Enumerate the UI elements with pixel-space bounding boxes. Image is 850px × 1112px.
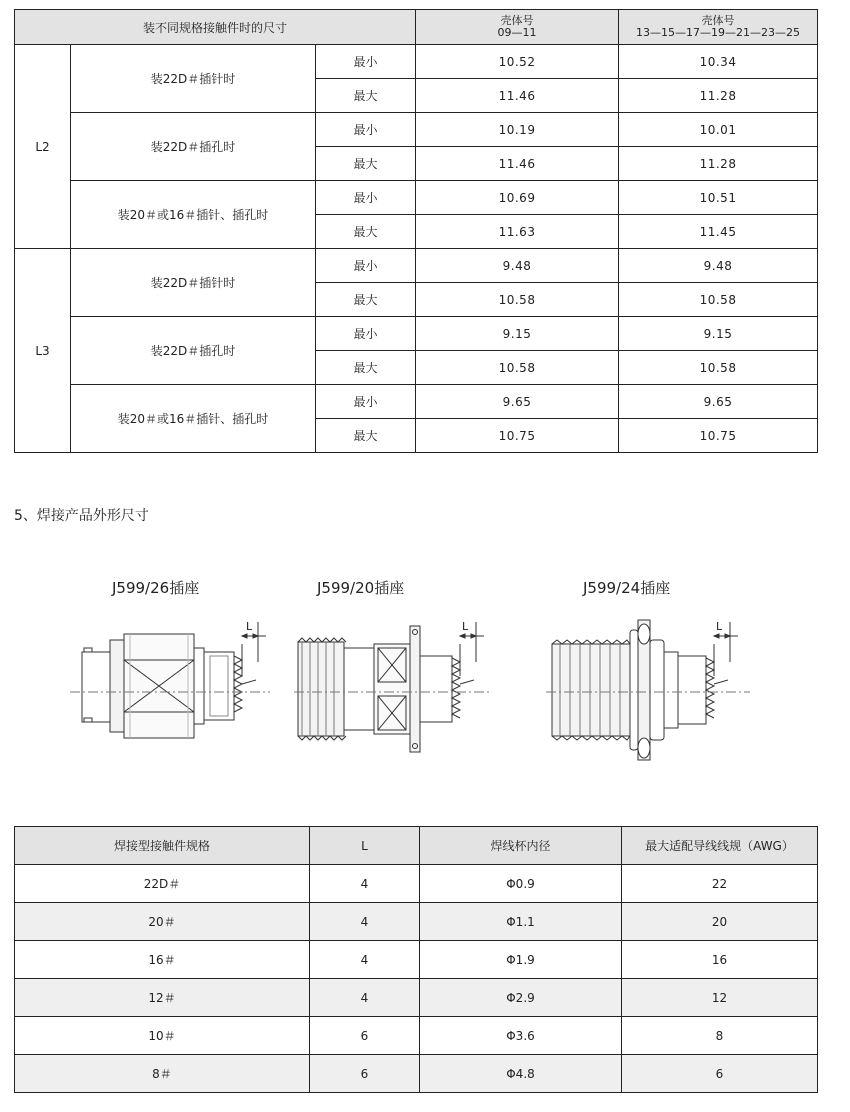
value-cell: 9.48: [416, 249, 619, 283]
limit-label: 最大: [316, 283, 416, 317]
cell-cup-diameter: Φ1.9: [420, 941, 622, 979]
drawing-label-j599-26: J599/26插座: [112, 579, 200, 597]
solder-contact-table: [14, 826, 818, 1093]
cell-l: 6: [310, 1017, 420, 1055]
drawing-label-j599-20: J599/20插座: [317, 579, 405, 597]
drawing-j599-24: [546, 620, 750, 760]
column-header: 焊接型接触件规格: [15, 827, 310, 865]
table-row: [15, 865, 818, 903]
contact-type: 装20＃或16＃插针、插孔时: [71, 385, 316, 453]
table-row: [15, 45, 818, 79]
value-cell: 10.58: [619, 351, 818, 385]
table-header-row: [15, 827, 818, 865]
cell-awg: 22: [622, 865, 818, 903]
limit-label: 最大: [316, 147, 416, 181]
value-cell: 10.75: [416, 419, 619, 453]
cell-contact-size: 22D＃: [15, 865, 310, 903]
value-cell: 10.01: [619, 113, 818, 147]
limit-label: 最小: [316, 45, 416, 79]
value-cell: 9.15: [619, 317, 818, 351]
cell-awg: 6: [622, 1055, 818, 1093]
table-row: [15, 903, 818, 941]
cell-cup-diameter: Φ2.9: [420, 979, 622, 1017]
column-header: 最大适配导线线规（AWG）: [622, 827, 818, 865]
cell-cup-diameter: Φ3.6: [420, 1017, 622, 1055]
header-shell-range: 09—11: [497, 26, 537, 39]
table-row: [15, 249, 818, 283]
cell-awg: 20: [622, 903, 818, 941]
contact-type: 装22D＃插针时: [71, 249, 316, 317]
header-shell-13-25: [619, 10, 818, 45]
table-row: [15, 181, 818, 215]
dim-l-label: L: [246, 620, 253, 633]
cell-cup-diameter: Φ1.1: [420, 903, 622, 941]
value-cell: 10.51: [619, 181, 818, 215]
header-shell-label: 壳体号: [701, 14, 735, 27]
value-cell: 9.48: [619, 249, 818, 283]
value-cell: 11.28: [619, 79, 818, 113]
cell-l: 4: [310, 903, 420, 941]
limit-label: 最小: [316, 181, 416, 215]
dim-l-label: L: [462, 620, 469, 633]
value-cell: 11.46: [416, 147, 619, 181]
drawing-j599-26: [70, 622, 270, 738]
dim-l-label: L: [716, 620, 723, 633]
contact-type: 装22D＃插孔时: [71, 113, 316, 181]
value-cell: 11.46: [416, 79, 619, 113]
header-title: 装不同规格接触件时的尺寸: [15, 10, 416, 45]
section-title: 5、焊接产品外形尺寸: [14, 508, 149, 524]
limit-label: 最大: [316, 215, 416, 249]
header-shell-09-11: [416, 10, 619, 45]
limit-label: 最大: [316, 351, 416, 385]
table-row: [15, 385, 818, 419]
value-cell: 9.65: [416, 385, 619, 419]
drawing-label-j599-24: J599/24插座: [583, 579, 671, 597]
contact-type: 装20＃或16＃插针、插孔时: [71, 181, 316, 249]
cell-awg: 12: [622, 979, 818, 1017]
cell-l: 4: [310, 941, 420, 979]
table-row: [15, 941, 818, 979]
limit-label: 最小: [316, 385, 416, 419]
column-header: 焊线杯内径: [420, 827, 622, 865]
value-cell: 11.28: [619, 147, 818, 181]
header-shell-range: 13—15—17—19—21—23—25: [636, 26, 801, 39]
cell-contact-size: 20＃: [15, 903, 310, 941]
cell-l: 4: [310, 979, 420, 1017]
limit-label: 最大: [316, 79, 416, 113]
column-header: L: [310, 827, 420, 865]
limit-label: 最小: [316, 249, 416, 283]
dimension-table: [14, 9, 818, 453]
contact-type: 装22D＃插孔时: [71, 317, 316, 385]
cell-awg: 8: [622, 1017, 818, 1055]
table-row: [15, 1017, 818, 1055]
table-row: [15, 317, 818, 351]
value-cell: 10.58: [416, 351, 619, 385]
group-label: L3: [15, 249, 71, 453]
value-cell: 10.58: [416, 283, 619, 317]
cell-contact-size: 16＃: [15, 941, 310, 979]
table-row: [15, 113, 818, 147]
table-row: [15, 979, 818, 1017]
cell-contact-size: 10＃: [15, 1017, 310, 1055]
value-cell: 11.63: [416, 215, 619, 249]
cell-contact-size: 12＃: [15, 979, 310, 1017]
value-cell: 9.65: [619, 385, 818, 419]
cell-contact-size: 8＃: [15, 1055, 310, 1093]
value-cell: 10.34: [619, 45, 818, 79]
value-cell: 10.19: [416, 113, 619, 147]
cell-l: 4: [310, 865, 420, 903]
table-row: [15, 1055, 818, 1093]
cell-l: 6: [310, 1055, 420, 1093]
value-cell: 10.75: [619, 419, 818, 453]
limit-label: 最小: [316, 113, 416, 147]
connector-drawings: [70, 600, 770, 780]
value-cell: 11.45: [619, 215, 818, 249]
cell-cup-diameter: Φ4.8: [420, 1055, 622, 1093]
cell-cup-diameter: Φ0.9: [420, 865, 622, 903]
drawing-j599-20: [294, 622, 490, 752]
limit-label: 最大: [316, 419, 416, 453]
header-shell-label: 壳体号: [500, 14, 534, 27]
value-cell: 9.15: [416, 317, 619, 351]
value-cell: 10.58: [619, 283, 818, 317]
table-header-row: [15, 10, 818, 45]
group-label: L2: [15, 45, 71, 249]
value-cell: 10.69: [416, 181, 619, 215]
value-cell: 10.52: [416, 45, 619, 79]
contact-type: 装22D＃插针时: [71, 45, 316, 113]
cell-awg: 16: [622, 941, 818, 979]
limit-label: 最小: [316, 317, 416, 351]
